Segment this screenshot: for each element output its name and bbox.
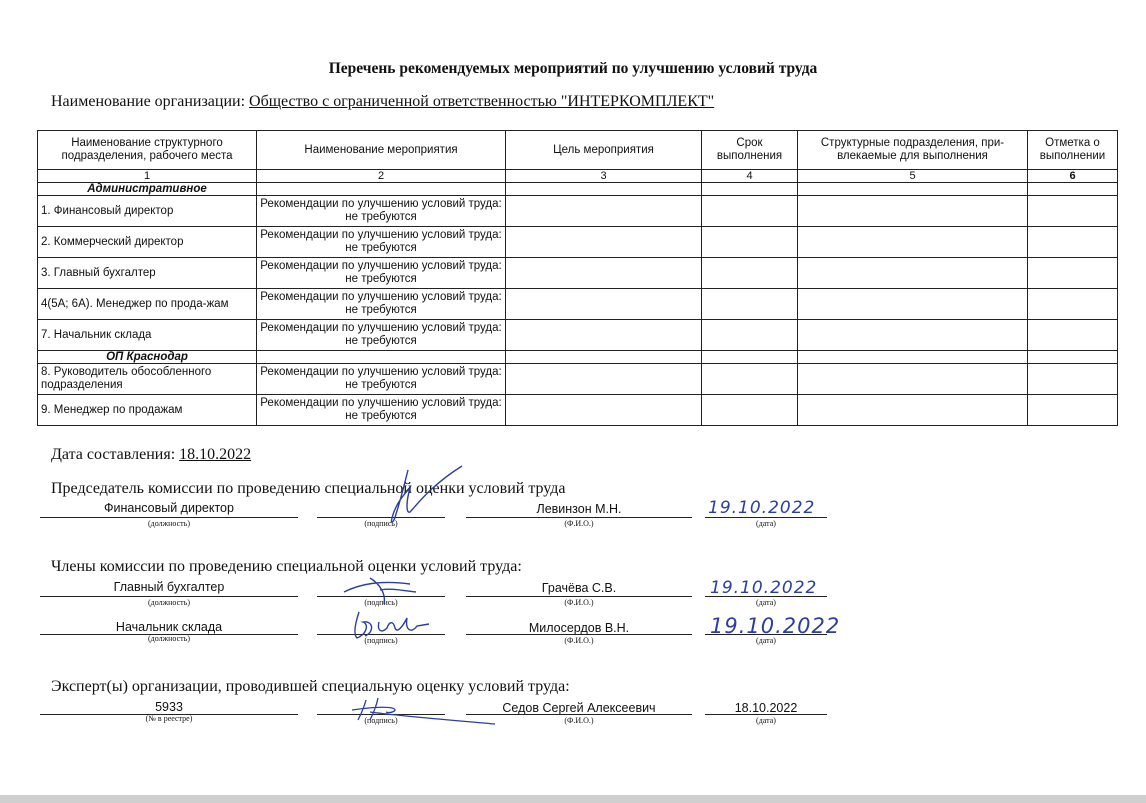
col-header-departments: Структурные подразделения, при-влекаемые для выполнения — [798, 131, 1028, 170]
group-row — [38, 351, 1118, 364]
table-row — [38, 395, 1118, 426]
expert-heading: Эксперт(ы) организации, проводившей специальную оценку условий труда: — [51, 678, 570, 695]
col-number: 3 — [506, 170, 702, 183]
member-signature — [345, 604, 435, 644]
col-number: 5 — [798, 170, 1028, 183]
action-cell: Рекомендации по улучшению условий труда: не требуются — [257, 196, 506, 227]
signature-line — [705, 634, 827, 635]
date-caption: (дата) — [756, 519, 776, 528]
chairman-signature — [370, 462, 470, 532]
workplace-cell: 9. Менеджер по продажам — [38, 395, 257, 426]
scan-edge — [0, 795, 1146, 803]
action-cell: Рекомендации по улучшению условий труда: не требуются — [257, 258, 506, 289]
group-name: ОП Краснодар — [38, 351, 257, 364]
col-header-goal: Цель мероприятия — [506, 131, 702, 170]
action-cell: Рекомендации по улучшению условий труда: не требуются — [257, 289, 506, 320]
signature-caption: (подпись) — [364, 519, 398, 528]
fio-caption: (Ф.И.О.) — [564, 716, 594, 725]
organization-line — [51, 93, 714, 111]
member-date: 19.10.2022 — [710, 614, 841, 638]
col-header-deadline: Срок выполнения — [702, 131, 798, 170]
position-caption: (должность) — [148, 634, 190, 643]
signature-line — [40, 517, 298, 518]
signature-caption: (подпись) — [364, 716, 398, 725]
action-cell: Рекомендации по улучшению условий труда: не требуются — [257, 227, 506, 258]
signature-line — [705, 714, 827, 715]
col-number: 2 — [257, 170, 506, 183]
expert-signature — [330, 690, 500, 730]
date-caption: (дата) — [756, 716, 776, 725]
chairman-date: 19.10.2022 — [708, 498, 816, 518]
member-position: Начальник склада — [115, 620, 223, 634]
group-name: Административное — [38, 183, 257, 196]
workplace-cell: 8. Руководитель обособленного подразделения — [38, 364, 257, 395]
signature-line — [705, 596, 827, 597]
fio-caption: (Ф.И.О.) — [564, 519, 594, 528]
organization-name: Общество с ограниченной ответственностью "ИНТЕРКОМПЛЕКТ" — [249, 93, 715, 110]
col-header-completion: Отметка о выполнении — [1028, 131, 1118, 170]
action-cell: Рекомендации по улучшению условий труда: не требуются — [257, 364, 506, 395]
col-number: 1 — [38, 170, 257, 183]
expert-name: Седов Сергей Алексеевич — [502, 701, 656, 715]
fio-caption: (Ф.И.О.) — [564, 636, 594, 645]
table-row — [38, 196, 1118, 227]
member-name: Грачёва С.В. — [541, 581, 617, 595]
date-compiled-label: Дата составления: — [51, 446, 176, 463]
table-row — [38, 289, 1118, 320]
workplace-cell: 1. Финансовый директор — [38, 196, 257, 227]
date-compiled-line — [51, 446, 251, 464]
signature-line — [466, 517, 692, 518]
col-header-workplace: Наименование структурного подразделения, рабочего места — [38, 131, 257, 170]
date-caption: (дата) — [756, 598, 776, 607]
members-heading: Члены комиссии по проведению специальной оценки условий труда: — [51, 558, 522, 575]
chairman-name: Левинзон М.Н. — [536, 502, 622, 516]
col-number: 4 — [702, 170, 798, 183]
date-compiled-value: 18.10.2022 — [179, 446, 252, 463]
position-caption: (должность) — [148, 598, 190, 607]
workplace-cell: 4(5А; 6А). Менеджер по прода-жам — [38, 289, 257, 320]
signature-line — [466, 634, 692, 635]
signature-line — [40, 596, 298, 597]
table-row — [38, 227, 1118, 258]
position-caption: (должность) — [148, 519, 190, 528]
document-title: Перечень рекомендуемых мероприятий по улучшению условий труда — [328, 60, 818, 77]
expert-registry-number: 5933 — [155, 700, 183, 714]
measures-table — [37, 130, 1118, 426]
chairman-position: Финансовый директор — [104, 501, 234, 515]
workplace-cell: 3. Главный бухгалтер — [38, 258, 257, 289]
member-date: 19.10.2022 — [710, 578, 818, 598]
signature-caption: (подпись) — [364, 598, 398, 607]
group-row — [38, 183, 1118, 196]
table-header-row — [38, 131, 1118, 170]
fio-caption: (Ф.И.О.) — [564, 598, 594, 607]
col-header-action: Наименование мероприятия — [257, 131, 506, 170]
member-name: Милосердов В.Н. — [528, 621, 630, 635]
chairman-heading: Председатель комиссии по проведению специальной оценки условий труда — [51, 480, 566, 497]
expert-date: 18.10.2022 — [734, 701, 798, 715]
column-numbers-row — [38, 170, 1118, 183]
member-position: Главный бухгалтер — [113, 580, 225, 594]
workplace-cell: 2. Коммерческий директор — [38, 227, 257, 258]
action-cell: Рекомендации по улучшению условий труда: не требуются — [257, 395, 506, 426]
registry-caption: (№ в реестре) — [145, 714, 193, 723]
table-row — [38, 320, 1118, 351]
col-number: 6 — [1028, 170, 1118, 183]
organization-label: Наименование организации: — [51, 93, 246, 110]
signature-caption: (подпись) — [364, 636, 398, 645]
table-row — [38, 364, 1118, 395]
signature-line — [705, 517, 827, 518]
signature-line — [466, 596, 692, 597]
date-caption: (дата) — [756, 636, 776, 645]
table-row — [38, 258, 1118, 289]
action-cell: Рекомендации по улучшению условий труда: не требуются — [257, 320, 506, 351]
workplace-cell: 7. Начальник склада — [38, 320, 257, 351]
